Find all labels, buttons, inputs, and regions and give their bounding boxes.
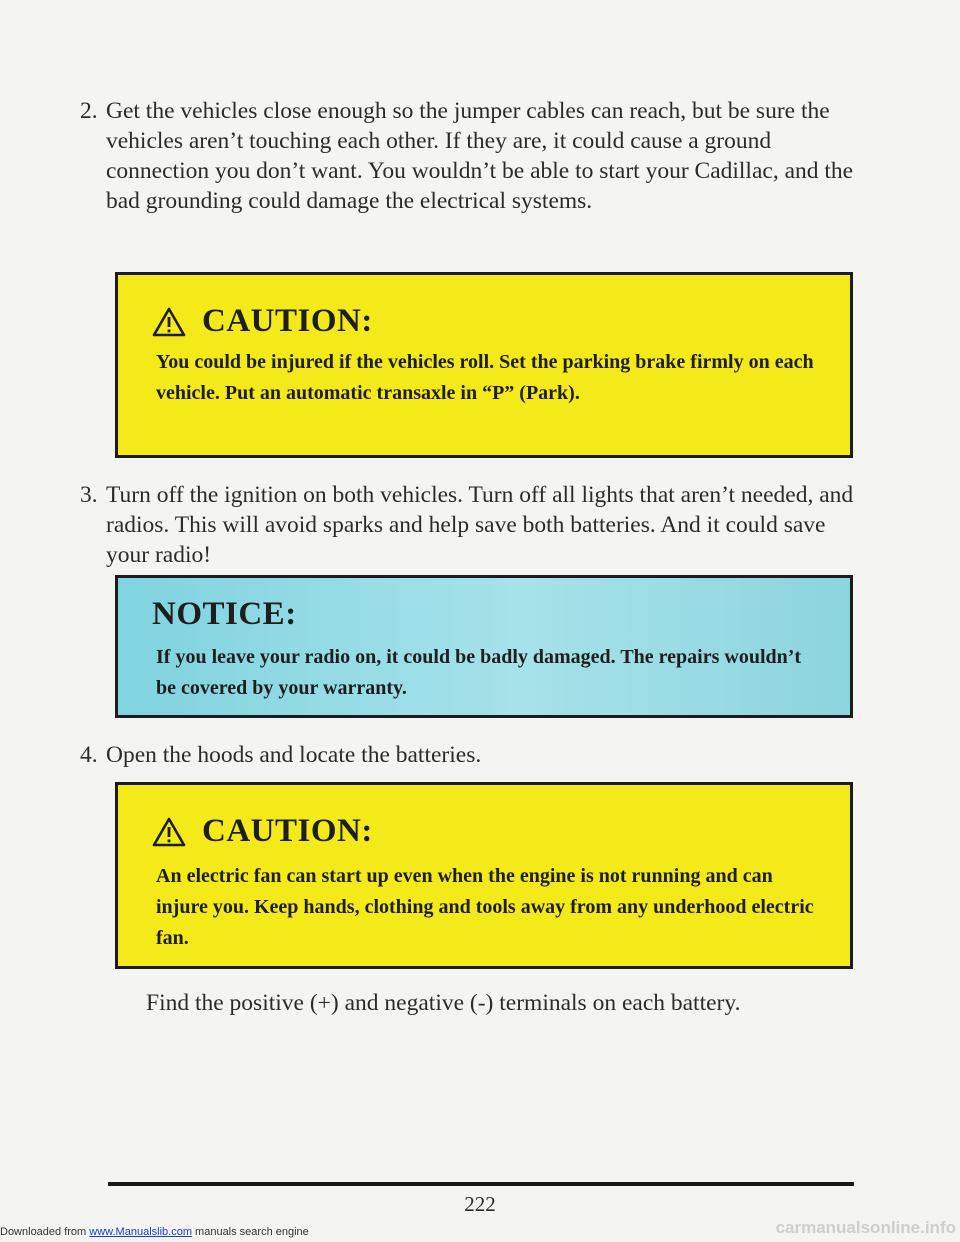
step-text: Open the hoods and locate the batteries. bbox=[106, 742, 482, 768]
find-terminals-text: Find the positive (+) and negative (-) terminals on each battery. bbox=[146, 990, 741, 1016]
watermark-text: carmanualsonline.info bbox=[775, 1218, 956, 1237]
caution-heading bbox=[152, 303, 373, 340]
caution-box-parking-brake bbox=[115, 272, 853, 458]
footer-suffix: manuals search engine bbox=[195, 1226, 309, 1238]
step-number: 3. bbox=[80, 482, 98, 508]
warning-triangle-icon bbox=[152, 307, 186, 337]
manualslib-link[interactable]: www.Manualslib.com bbox=[89, 1226, 192, 1238]
caution-body: You could be injured if the vehicles roll. Set the parking brake firmly on each vehicle. Put an automatic transaxle in “P” (Park). bbox=[156, 351, 814, 404]
step-2 bbox=[80, 96, 870, 216]
footer-prefix: Downloaded from bbox=[0, 1226, 87, 1238]
page-number: 222 bbox=[464, 1192, 496, 1216]
notice-heading: NOTICE: bbox=[152, 596, 297, 632]
footer-divider bbox=[108, 1182, 854, 1186]
caution-body: An electric fan can start up even when the engine is not running and can injure you. Keep hands, clothing and tools away from any underhood electric fan. bbox=[156, 865, 814, 949]
step-4 bbox=[80, 740, 870, 770]
warning-triangle-icon bbox=[152, 817, 186, 847]
notice-body: If you leave your radio on, it could be badly damaged. The repairs wouldn’t be covered by your warranty. bbox=[156, 646, 802, 699]
step-text: Turn off the ignition on both vehicles. Turn off all lights that aren’t needed, and radios. This will avoid sparks and help save both batteries. And it could save your radio! bbox=[106, 482, 854, 568]
step-3 bbox=[80, 480, 870, 570]
notice-box-radio bbox=[115, 575, 853, 718]
caution-heading-text: CAUTION: bbox=[202, 303, 373, 339]
caution-heading bbox=[152, 813, 373, 850]
caution-heading-text: CAUTION: bbox=[202, 813, 373, 849]
step-number: 4. bbox=[80, 742, 98, 768]
download-footer bbox=[0, 1226, 309, 1238]
step-number: 2. bbox=[80, 98, 98, 124]
step-text: Get the vehicles close enough so the jumper cables can reach, but be sure the vehicles aren’t touching each other. If they are, it could cause a ground connection you don’t want. You wouldn’t be able to start your Cadillac, and the bad grounding could damage the electrical systems. bbox=[106, 98, 854, 214]
caution-box-electric-fan bbox=[115, 782, 853, 969]
